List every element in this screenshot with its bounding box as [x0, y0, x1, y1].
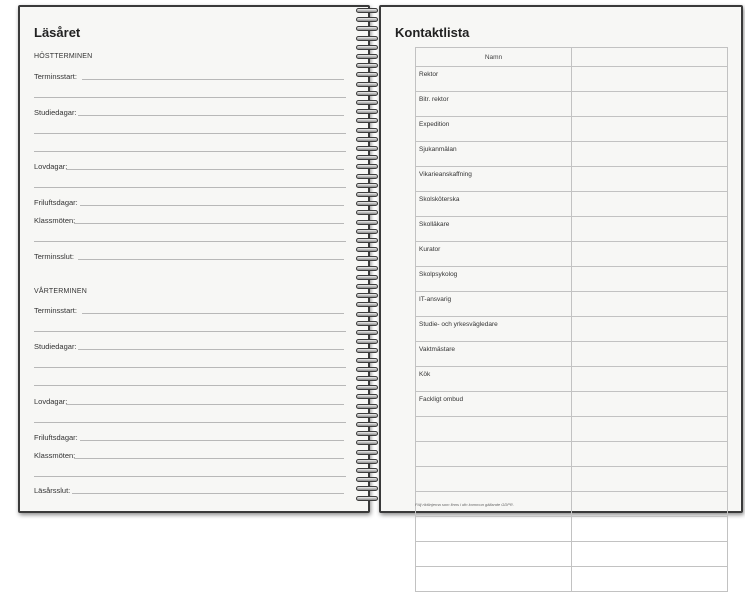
spiral-ring — [356, 91, 378, 96]
spiral-ring — [356, 8, 378, 13]
spiral-ring — [356, 266, 378, 271]
contact-role-cell[interactable]: Vikarieanskaffning — [416, 167, 572, 192]
autumn-study-days-label: Studiedagar: — [34, 108, 77, 117]
table-row — [416, 442, 728, 467]
spiral-ring — [356, 404, 378, 409]
contact-role-cell[interactable] — [416, 542, 572, 567]
contact-info-cell[interactable] — [572, 417, 728, 442]
contact-role-cell[interactable]: IT-ansvarig — [416, 292, 572, 317]
spring-term-start-label: Terminsstart: — [34, 306, 77, 315]
contact-role-cell[interactable]: Expedition — [416, 117, 572, 142]
spring-class-meetings-line[interactable] — [74, 458, 344, 459]
contact-info-cell[interactable] — [572, 367, 728, 392]
autumn-study-days-line[interactable] — [78, 115, 344, 116]
spiral-ring — [356, 183, 378, 188]
contact-role-cell[interactable]: Rektor — [416, 67, 572, 92]
spiral-ring — [356, 82, 378, 87]
spring-class-meetings-label: Klassmöten: — [34, 451, 76, 460]
gdpr-footnote: Följ riktlinjerna som finns i din kommun gällande GDPR. — [415, 502, 514, 507]
table-row — [416, 92, 728, 117]
contact-role-cell[interactable] — [416, 442, 572, 467]
contact-info-cell[interactable] — [572, 117, 728, 142]
contact-info-cell[interactable] — [572, 342, 728, 367]
table-row — [416, 417, 728, 442]
contact-info-cell[interactable] — [572, 217, 728, 242]
spiral-ring — [356, 63, 378, 68]
spiral-ring — [356, 100, 378, 105]
contact-info-cell[interactable] — [572, 267, 728, 292]
writing-line[interactable] — [34, 241, 346, 242]
table-row — [416, 292, 728, 317]
contact-info-cell[interactable] — [572, 242, 728, 267]
spiral-ring — [356, 468, 378, 473]
spiral-ring — [356, 54, 378, 59]
spring-term-heading: VÅRTERMINEN — [34, 288, 88, 295]
contact-table — [415, 47, 728, 592]
spiral-ring — [356, 431, 378, 436]
table-row — [416, 342, 728, 367]
spiral-ring — [356, 358, 378, 363]
table-row — [416, 217, 728, 242]
spring-holidays-line[interactable] — [66, 404, 344, 405]
contact-info-cell[interactable] — [572, 442, 728, 467]
contact-info-cell[interactable] — [572, 567, 728, 592]
page-title: Kontaktlista — [395, 25, 470, 40]
table-row — [416, 317, 728, 342]
spiral-ring — [356, 155, 378, 160]
contact-info-cell[interactable] — [572, 292, 728, 317]
spiral-ring — [356, 440, 378, 445]
contact-role-cell[interactable]: Vaktmästare — [416, 342, 572, 367]
spring-outdoor-days-label: Friluftsdagar: — [34, 433, 78, 442]
contact-role-cell[interactable]: Skolläkare — [416, 217, 572, 242]
spiral-ring — [356, 459, 378, 464]
column-header-contact — [572, 48, 728, 67]
writing-line[interactable] — [34, 187, 346, 188]
spiral-ring — [356, 422, 378, 427]
spiral-ring — [356, 477, 378, 482]
spiral-ring — [356, 450, 378, 455]
writing-line[interactable] — [34, 476, 346, 477]
spiral-ring — [356, 302, 378, 307]
autumn-term-end-line[interactable] — [78, 259, 344, 260]
spiral-ring — [356, 229, 378, 234]
table-row — [416, 267, 728, 292]
contact-info-cell[interactable] — [572, 192, 728, 217]
spiral-ring — [356, 312, 378, 317]
table-row — [416, 517, 728, 542]
contact-info-cell[interactable] — [572, 67, 728, 92]
autumn-outdoor-days-line[interactable] — [80, 205, 344, 206]
autumn-holidays-label: Lovdagar: — [34, 162, 68, 171]
spiral-ring — [356, 45, 378, 50]
left-page — [18, 5, 370, 513]
spiral-ring — [356, 210, 378, 215]
spring-study-days-line[interactable] — [78, 349, 344, 350]
spring-holidays-label: Lovdagar: — [34, 397, 68, 406]
writing-line[interactable] — [34, 97, 346, 98]
spiral-ring — [356, 174, 378, 179]
contact-role-cell[interactable] — [416, 517, 572, 542]
contact-role-cell[interactable] — [416, 417, 572, 442]
contact-info-cell[interactable] — [572, 167, 728, 192]
table-row — [416, 67, 728, 92]
table-row — [416, 117, 728, 142]
spring-study-days-label: Studiedagar: — [34, 342, 77, 351]
autumn-outdoor-days-label: Friluftsdagar: — [34, 198, 78, 207]
contact-info-cell[interactable] — [572, 492, 728, 517]
contact-role-cell[interactable]: Studie- och yrkesvägledare — [416, 317, 572, 342]
spiral-ring — [356, 385, 378, 390]
spiral-ring — [356, 220, 378, 225]
spiral-ring — [356, 247, 378, 252]
spiral-ring — [356, 275, 378, 280]
table-header-row — [416, 48, 728, 67]
spiral-ring — [356, 394, 378, 399]
spiral-ring — [356, 367, 378, 372]
table-row — [416, 392, 728, 417]
autumn-class-meetings-label: Klassmöten: — [34, 216, 76, 225]
contact-role-cell[interactable] — [416, 467, 572, 492]
writing-line[interactable] — [34, 422, 346, 423]
spiral-ring — [356, 137, 378, 142]
table-row — [416, 542, 728, 567]
autumn-term-heading: HÖSTTERMINEN — [34, 53, 93, 60]
spring-outdoor-days-line[interactable] — [80, 440, 344, 441]
contact-role-cell[interactable]: Kurator — [416, 242, 572, 267]
spiral-ring — [356, 330, 378, 335]
spring-year-end-line[interactable] — [72, 493, 344, 494]
contact-info-cell[interactable] — [572, 467, 728, 492]
spiral-ring — [356, 413, 378, 418]
autumn-term-start-label: Terminsstart: — [34, 72, 77, 81]
table-row — [416, 367, 728, 392]
writing-line[interactable] — [34, 331, 346, 332]
contact-role-cell[interactable] — [416, 567, 572, 592]
autumn-class-meetings-line[interactable] — [74, 223, 344, 224]
spiral-ring — [356, 164, 378, 169]
contact-role-cell[interactable]: Skolsköterska — [416, 192, 572, 217]
spiral-ring — [356, 109, 378, 114]
table-row — [416, 167, 728, 192]
contact-role-cell[interactable]: Skolpsykolog — [416, 267, 572, 292]
contact-role-cell[interactable]: Bitr. rektor — [416, 92, 572, 117]
spiral-ring — [356, 118, 378, 123]
writing-line[interactable] — [34, 385, 346, 386]
contact-info-cell[interactable] — [572, 142, 728, 167]
spiral-ring — [356, 486, 378, 491]
spiral-ring — [356, 201, 378, 206]
spring-term-start-line[interactable] — [82, 313, 344, 314]
spring-year-end-label: Läsårsslut: — [34, 486, 71, 495]
spiral-ring — [356, 376, 378, 381]
writing-line[interactable] — [34, 151, 346, 152]
spiral-ring — [356, 496, 378, 501]
spiral-ring — [356, 284, 378, 289]
spiral-ring — [356, 293, 378, 298]
spiral-ring — [356, 339, 378, 344]
table-row — [416, 242, 728, 267]
writing-line[interactable] — [34, 367, 346, 368]
spiral-ring — [356, 128, 378, 133]
spiral-ring — [356, 26, 378, 31]
autumn-term-start-line[interactable] — [82, 79, 344, 80]
page-title: Läsåret — [34, 25, 81, 40]
spiral-ring — [356, 192, 378, 197]
table-row — [416, 192, 728, 217]
right-page — [379, 5, 743, 513]
table-row — [416, 567, 728, 592]
spiral-binding — [352, 8, 400, 508]
autumn-holidays-line[interactable] — [66, 169, 344, 170]
spiral-ring — [356, 17, 378, 22]
contact-role-cell[interactable]: Fackligt ombud — [416, 392, 572, 417]
spiral-ring — [356, 146, 378, 151]
autumn-term-end-label: Terminsslut: — [34, 252, 75, 261]
spiral-ring — [356, 321, 378, 326]
contact-info-cell[interactable] — [572, 517, 728, 542]
contact-info-cell[interactable] — [572, 542, 728, 567]
contact-role-cell[interactable]: Kök — [416, 367, 572, 392]
spiral-ring — [356, 256, 378, 261]
contact-role-cell[interactable]: Sjukanmälan — [416, 142, 572, 167]
spiral-ring — [356, 348, 378, 353]
contact-info-cell[interactable] — [572, 392, 728, 417]
table-row — [416, 142, 728, 167]
column-header-name: Namn — [416, 48, 572, 67]
spiral-ring — [356, 36, 378, 41]
spiral-ring — [356, 238, 378, 243]
writing-line[interactable] — [34, 133, 346, 134]
contact-info-cell[interactable] — [572, 92, 728, 117]
contact-info-cell[interactable] — [572, 317, 728, 342]
table-row — [416, 467, 728, 492]
spiral-ring — [356, 72, 378, 77]
